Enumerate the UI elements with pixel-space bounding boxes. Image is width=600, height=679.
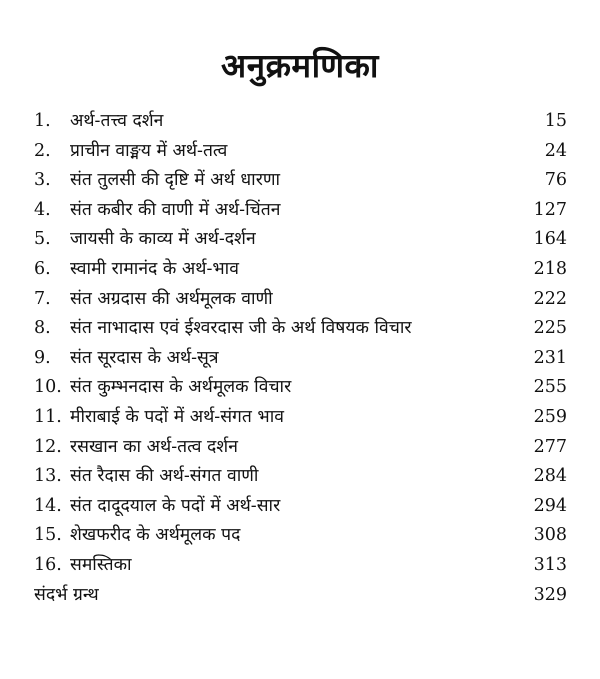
entry-title: संत अग्रदास की अर्थमूलक वाणी: [70, 288, 273, 309]
entry-page: 15: [544, 111, 567, 131]
entry-page: 218: [533, 258, 567, 279]
entry-title: संत कुम्भनदास के अर्थमूलक विचार: [70, 377, 292, 398]
entry-number: 7.: [34, 288, 51, 309]
entry-title: संत तुलसी की दृष्टि में अर्थ धारणा: [70, 170, 281, 191]
entry-number: 3.: [34, 170, 51, 191]
entry-number: 15.: [34, 525, 62, 546]
entry-title: शेखफरीद के अर्थमूलक पद: [70, 525, 241, 546]
entry-page: 313: [533, 554, 567, 575]
entry-title: जायसी के काव्य में अर्थ-दर्शन: [70, 229, 256, 250]
entry-title: संत सूरदास के अर्थ-सूत्र: [70, 347, 219, 368]
entry-title: प्राचीन वाङ्मय में अर्थ-तत्व: [70, 140, 228, 161]
entry-number: 14.: [34, 495, 62, 516]
entry-page: 127: [533, 199, 567, 220]
toc-entry: [34, 374, 567, 404]
entry-title: संत दादूदयाल के पदों में अर्थ-सार: [70, 495, 281, 516]
toc-entry: [34, 138, 567, 168]
entry-page: 222: [533, 288, 567, 309]
toc-entry: [34, 226, 567, 256]
entry-number: 10.: [34, 377, 62, 398]
entry-number: 11.: [34, 406, 62, 427]
entry-title: संदर्भ ग्रन्थ: [34, 584, 99, 605]
entry-title: संत कबीर की वाणी में अर्थ-चिंतन: [70, 199, 281, 220]
entry-page: 24: [544, 140, 567, 161]
toc-entry: [34, 463, 567, 493]
entry-number: 5.: [34, 229, 51, 250]
toc-entry: [34, 315, 567, 345]
entry-number: 12.: [34, 436, 62, 457]
entry-page: 225: [533, 318, 567, 339]
entry-page: 231: [533, 347, 567, 368]
toc-entry: [34, 434, 567, 464]
entry-title: समस्तिका: [70, 554, 132, 575]
entry-page: 284: [533, 466, 567, 487]
entry-number: 8.: [34, 318, 51, 339]
entry-title: संत नाभादास एवं ईश्वरदास जी के अर्थ विषयक विचार: [70, 318, 412, 339]
toc-entry: [34, 522, 567, 552]
toc-entry: [34, 286, 567, 316]
entry-number: 1.: [34, 111, 51, 131]
entry-title: स्वामी रामानंद के अर्थ-भाव: [70, 258, 239, 279]
entry-page: 294: [533, 495, 567, 516]
entry-number: 2.: [34, 140, 51, 161]
entry-page: 329: [533, 584, 567, 605]
table-of-contents: [34, 108, 567, 611]
entry-page: 164: [533, 229, 567, 250]
toc-entry: [34, 345, 567, 375]
entry-number: 6.: [34, 258, 51, 279]
entry-number: 4.: [34, 199, 51, 220]
toc-entry: [34, 167, 567, 197]
entry-title: संत रैदास की अर्थ-संगत वाणी: [70, 466, 259, 487]
entry-page: 259: [533, 406, 567, 427]
toc-entry: [34, 493, 567, 523]
toc-entry: [34, 256, 567, 286]
entry-title: मीराबाई के पदों में अर्थ-संगत भाव: [70, 406, 284, 427]
toc-entry: [34, 197, 567, 227]
toc-entry: [34, 552, 567, 582]
page-title: अनुक्रमणिका: [221, 46, 379, 85]
entry-page: 76: [544, 170, 567, 191]
toc-entry-bibliography: [34, 582, 567, 612]
entry-page: 308: [533, 525, 567, 546]
entry-page: 255: [533, 377, 567, 398]
entry-number: 13.: [34, 466, 62, 487]
toc-entry: [34, 404, 567, 434]
entry-title: रसखान का अर्थ-तत्व दर्शन: [70, 436, 238, 457]
entry-title: अर्थ-तत्त्व दर्शन: [70, 111, 164, 131]
entry-number: 9.: [34, 347, 51, 368]
entry-page: 277: [533, 436, 567, 457]
entry-number: 16.: [34, 554, 62, 575]
toc-entry: [34, 108, 567, 138]
